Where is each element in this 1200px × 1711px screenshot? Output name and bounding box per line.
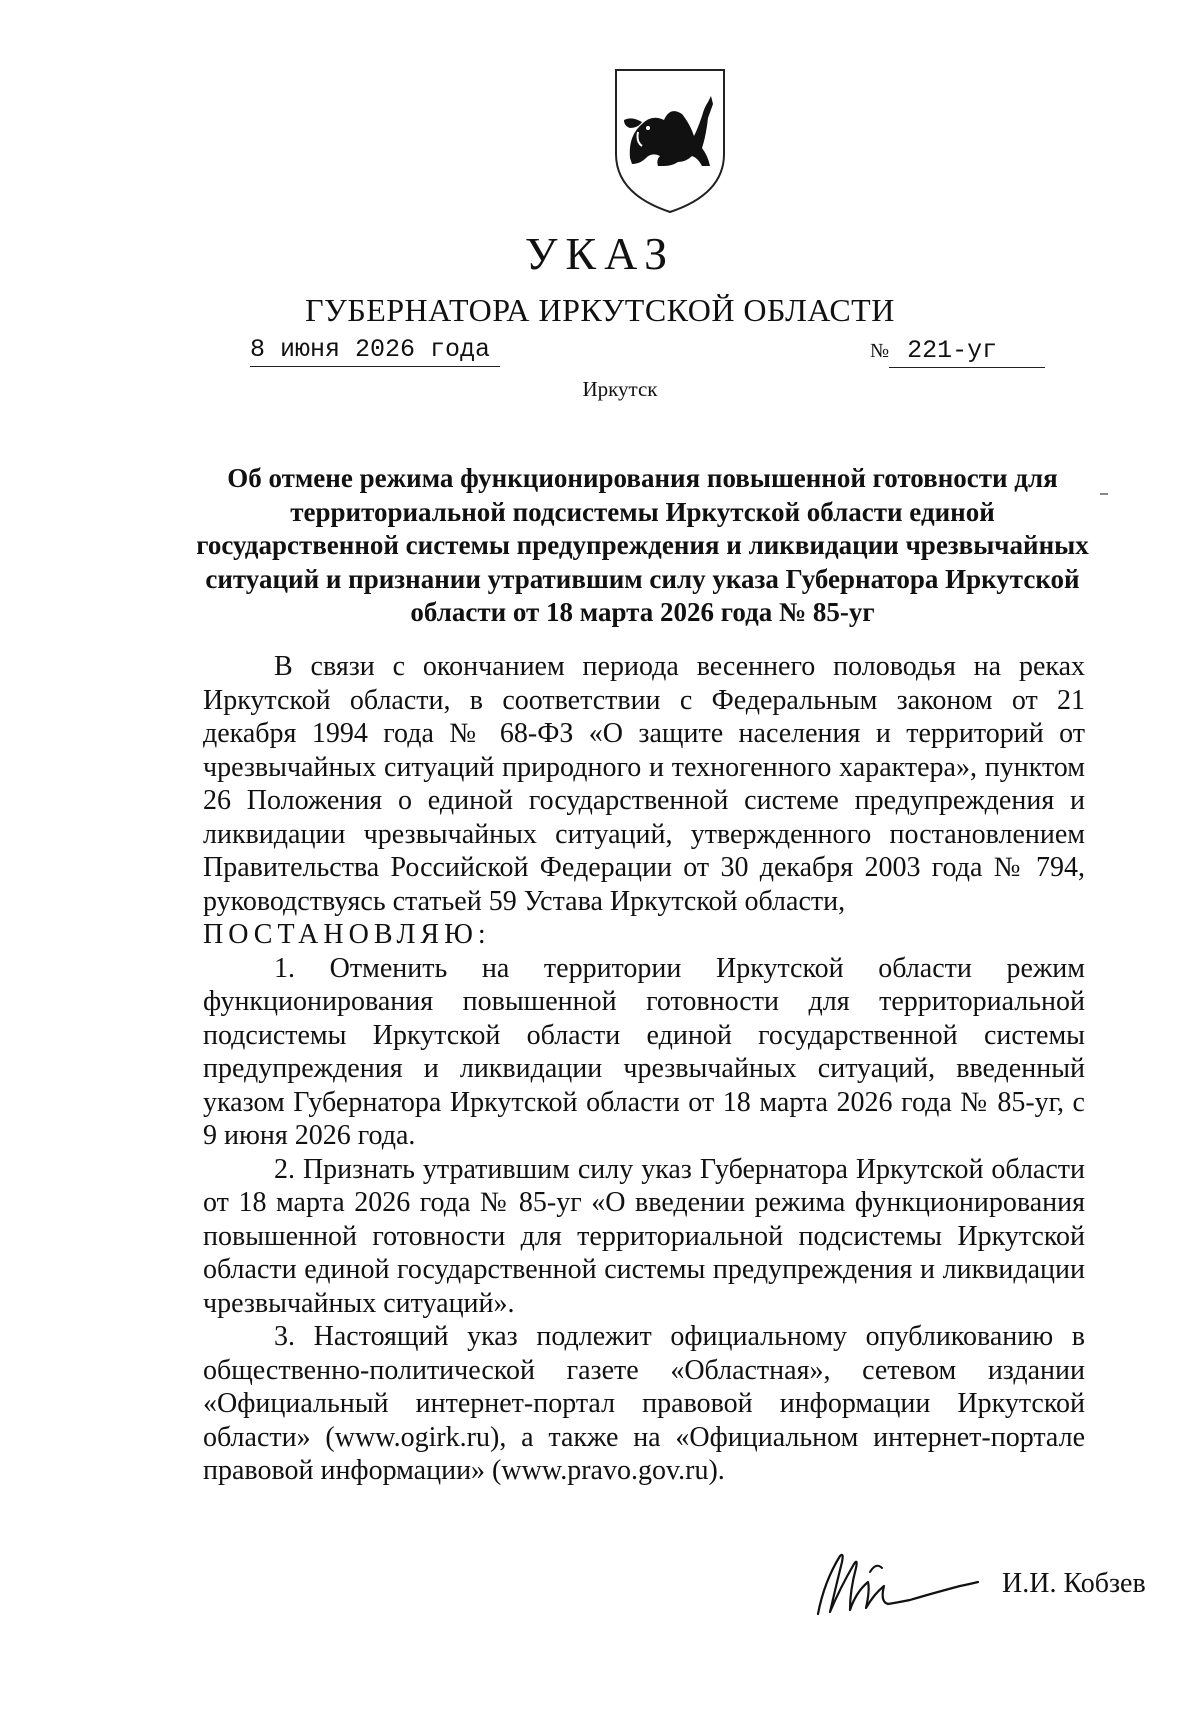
decree-item-1: 1. Отменить на территории Иркутской области режим функционирования повышенной готовности для территориальной подсистемы Иркутской области единой государственной системы предупреждения и ликвидации чрезвычайных ситуаций, введенный указом Губернатора Иркутской области от 18 марта 2026 года № 85-уг, с 9 июня 2026 года. [203, 952, 1085, 1151]
decree-item-3: 3. Настоящий указ подлежит официальному опубликованию в общественно-политической газете «Областная», сетевом издании «Официальный интернет-портал правовой информации Иркутской области» (www.ogirk.ru), а также на «Официальном интернет-портале правовой информации» (www.pravo.gov.ru). [203, 1321, 1085, 1486]
decree-number-value: 221-уг [889, 336, 1045, 368]
decree-body [203, 650, 1085, 1488]
decree-number [870, 335, 1045, 368]
decree-date [250, 335, 500, 367]
preamble-paragraph: В связи с окончанием периода весеннего половодья на реках Иркутской области, в соответствии с Федеральным законом от 21 декабря 1994 года № 68-ФЗ «О защите населения и территорий от чрезвычайных ситуаций природного и техногенного характера», пунктом 26 Положения о единой государственной системе предупреждения и ликвидации чрезвычайных ситуаций, утвержденного постановлением Правительства Российской Федерации от 30 декабря 2003 года № 794, руководствуясь статьей 59 Устава Иркутской области, [203, 651, 1085, 917]
decree-heading: Об отмене режима функционирования повышенной готовности для территориальной подсистемы Иркутской области единой государственной системы предупреждения и ликвидации чрезвычайных ситуаций и признании утратившим силу указа Губернатора Иркутской области от 18 марта 2026 года № 85-уг [196, 463, 1089, 627]
city: Иркутск [582, 377, 658, 401]
number-sign: № [870, 340, 890, 362]
decree-date-value: 8 июня 2026 года [250, 335, 500, 367]
signer-name: И.И. Кобзев [1002, 1568, 1146, 1599]
coat-of-arms-icon [612, 66, 728, 216]
issuer-title: ГУБЕРНАТОРА ИРКУТСКОЙ ОБЛАСТИ [305, 292, 895, 328]
decree-item-2: 2. Признать утратившим силу указ Губернатора Иркутской области от 18 марта 2026 года № 85-уг «О введении режима функционирования повышенной готовности для территориальной подсистемы Иркутской области единой государственной системы предупреждения и ликвидации чрезвычайных ситуаций». [203, 1153, 1085, 1319]
scan-mark [1100, 493, 1108, 495]
document-title: УКАЗ [524, 228, 676, 279]
handwritten-signature [810, 1542, 980, 1622]
decree-word: ПОСТАНОВЛЯЮ: [203, 919, 491, 950]
